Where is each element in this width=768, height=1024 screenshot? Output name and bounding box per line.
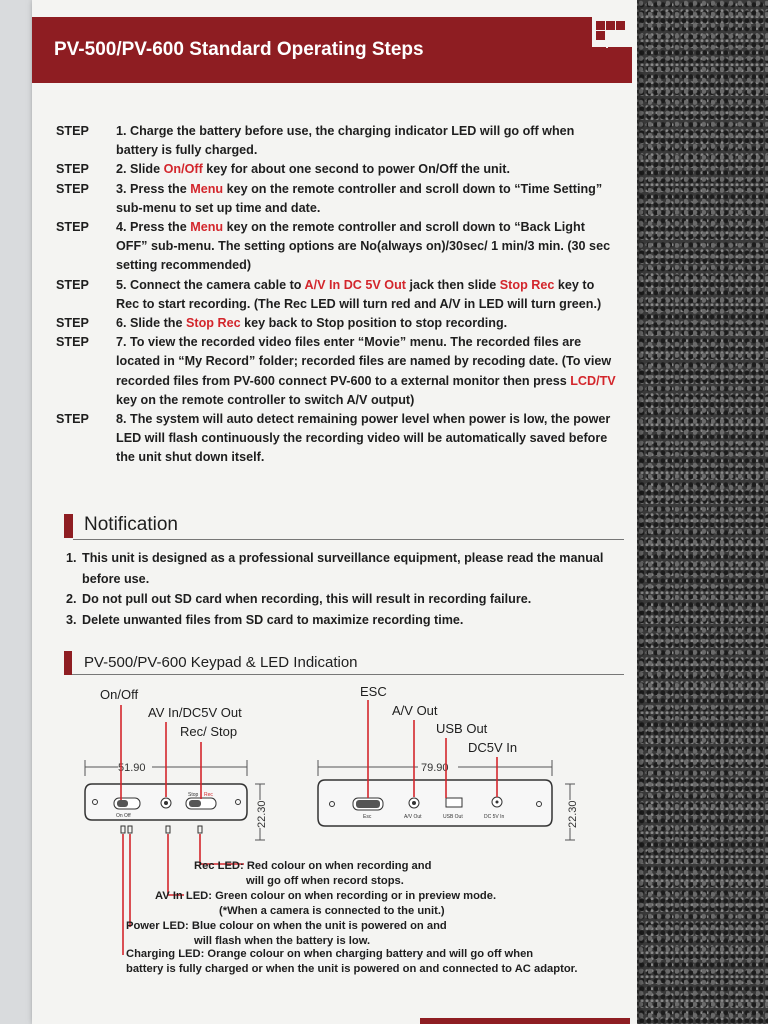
notification-item: 1. This unit is designed as a professional surveillance equipment, please read the manual before use. xyxy=(66,551,604,586)
step-text: Press the xyxy=(130,181,191,196)
svg-text:DC 5V In: DC 5V In xyxy=(484,814,505,820)
step-text: Connect the camera cable to xyxy=(130,277,305,292)
step-text: key on the remote controller to switch A/V output) xyxy=(116,392,415,407)
device-back-panel xyxy=(318,780,552,826)
label-esc: ESC xyxy=(360,684,387,699)
step-number: 1. xyxy=(116,124,127,138)
step-text: Slide the xyxy=(130,316,186,331)
label-usb-out: USB Out xyxy=(436,721,488,736)
step-keyword: Stop Rec xyxy=(186,316,241,331)
led-charging: Charging LED: Orange colour on when charging battery and will go off when battery is fully charged or when the unit is powered on and connected to AC adaptor. xyxy=(126,948,578,975)
svg-text:Rec: Rec xyxy=(204,792,213,798)
label-on-off: On/Off xyxy=(100,687,139,702)
step-number: 7. xyxy=(116,335,127,350)
step-number: 3. xyxy=(116,181,127,196)
step-text: key to Rec to start recording. (The Rec LED will turn red and A/V in LED will turn green.) xyxy=(116,277,602,311)
notification-item: 3. Delete unwanted files from SD card to maximize recording time. xyxy=(66,612,464,627)
dim-left-width: 51.90 xyxy=(118,762,146,774)
step-label: STEP xyxy=(56,335,89,350)
step-keyword: LCD/TV xyxy=(570,373,616,388)
step-keyword: A/V In DC 5V Out xyxy=(304,277,406,292)
step-text: key back to Stop position to stop recording. xyxy=(240,316,508,331)
svg-text:A/V Out: A/V Out xyxy=(404,814,422,820)
step-label: STEP xyxy=(56,124,89,138)
step-text: Press the xyxy=(130,220,191,235)
label-rec-stop: Rec/ Stop xyxy=(180,724,238,739)
svg-text:On Off: On Off xyxy=(116,813,131,819)
led-av-in: AV In LED: Green colour on when recording or in preview mode. (*When a camera is connected to the unit.) xyxy=(155,890,497,917)
step-text: key for about one second to power On/Off the unit. xyxy=(202,162,510,177)
step-text: To view the recorded video files enter “Movie” menu. The recorded files are located in “My Record” folder; recorded files are named by recoding date. (To view recorded files from PV-600 connect PV-600 to a external monitor then press xyxy=(116,335,612,388)
step-text: Slide xyxy=(130,162,164,177)
step-number: 4. xyxy=(116,220,127,235)
dim-right-height: 22.30 xyxy=(567,800,579,828)
label-av-out: A/V Out xyxy=(392,703,438,718)
page-title: PV-500/PV-600 Standard Operating Steps xyxy=(54,39,424,60)
label-dc5v-in: DC5V In xyxy=(468,740,518,755)
dim-right-width: 79.90 xyxy=(421,762,449,774)
led-rec: Rec LED: Red colour on when recording and will go off when record stops. xyxy=(194,860,432,887)
keypad-heading: PV-500/PV-600 Keypad & LED Indication xyxy=(64,651,624,675)
step-label: STEP xyxy=(56,181,89,196)
step-label: STEP xyxy=(56,316,89,331)
step-label: STEP xyxy=(56,162,89,177)
step-keyword: Menu xyxy=(190,220,224,235)
notification-heading: Notification xyxy=(64,512,624,540)
step-keyword: Menu xyxy=(190,181,224,196)
step-number: 8. xyxy=(116,412,127,427)
step-label: STEP xyxy=(56,277,89,292)
step-number: 2. xyxy=(116,162,127,177)
step-keyword: Stop Rec xyxy=(499,277,555,292)
svg-text:Esc: Esc xyxy=(363,814,372,820)
step-text: Charge the battery before use, the charging indicator LED will go off when battery is fully charged. xyxy=(116,124,575,158)
step-keyword: On/Off xyxy=(163,162,203,177)
step-text: jack then slide xyxy=(405,277,500,292)
notification-item: 2. Do not pull out SD card when recording, this will result in recording failure. xyxy=(66,592,532,606)
label-av-in: AV In/DC5V Out xyxy=(148,705,242,720)
step-number: 6. xyxy=(116,316,127,331)
led-power: Power LED: Blue colour on when the unit is powered on and will flash when the battery is low. xyxy=(126,920,447,947)
step-label: STEP xyxy=(56,220,89,235)
step-text: key on the remote controller and scroll down to “Back Light OFF” sub-menu. The setting options are No(always on)/30sec/ 1 min/3 min. (30 sec setting recommended) xyxy=(116,220,611,273)
step-number: 5. xyxy=(116,277,127,292)
step-label: STEP xyxy=(56,412,89,427)
svg-text:Stop: Stop xyxy=(188,792,199,798)
step-text: key on the remote controller and scroll down to “Time Setting” sub-menu to set up time and date. xyxy=(116,181,603,215)
step-text: The system will auto detect remaining power level when power is low, the power LED will flash continuously the recording video will be automatically saved before the unit shut down itself. xyxy=(116,412,611,465)
dim-left-height: 22.30 xyxy=(256,800,268,828)
svg-text:USB Out: USB Out xyxy=(443,814,463,820)
